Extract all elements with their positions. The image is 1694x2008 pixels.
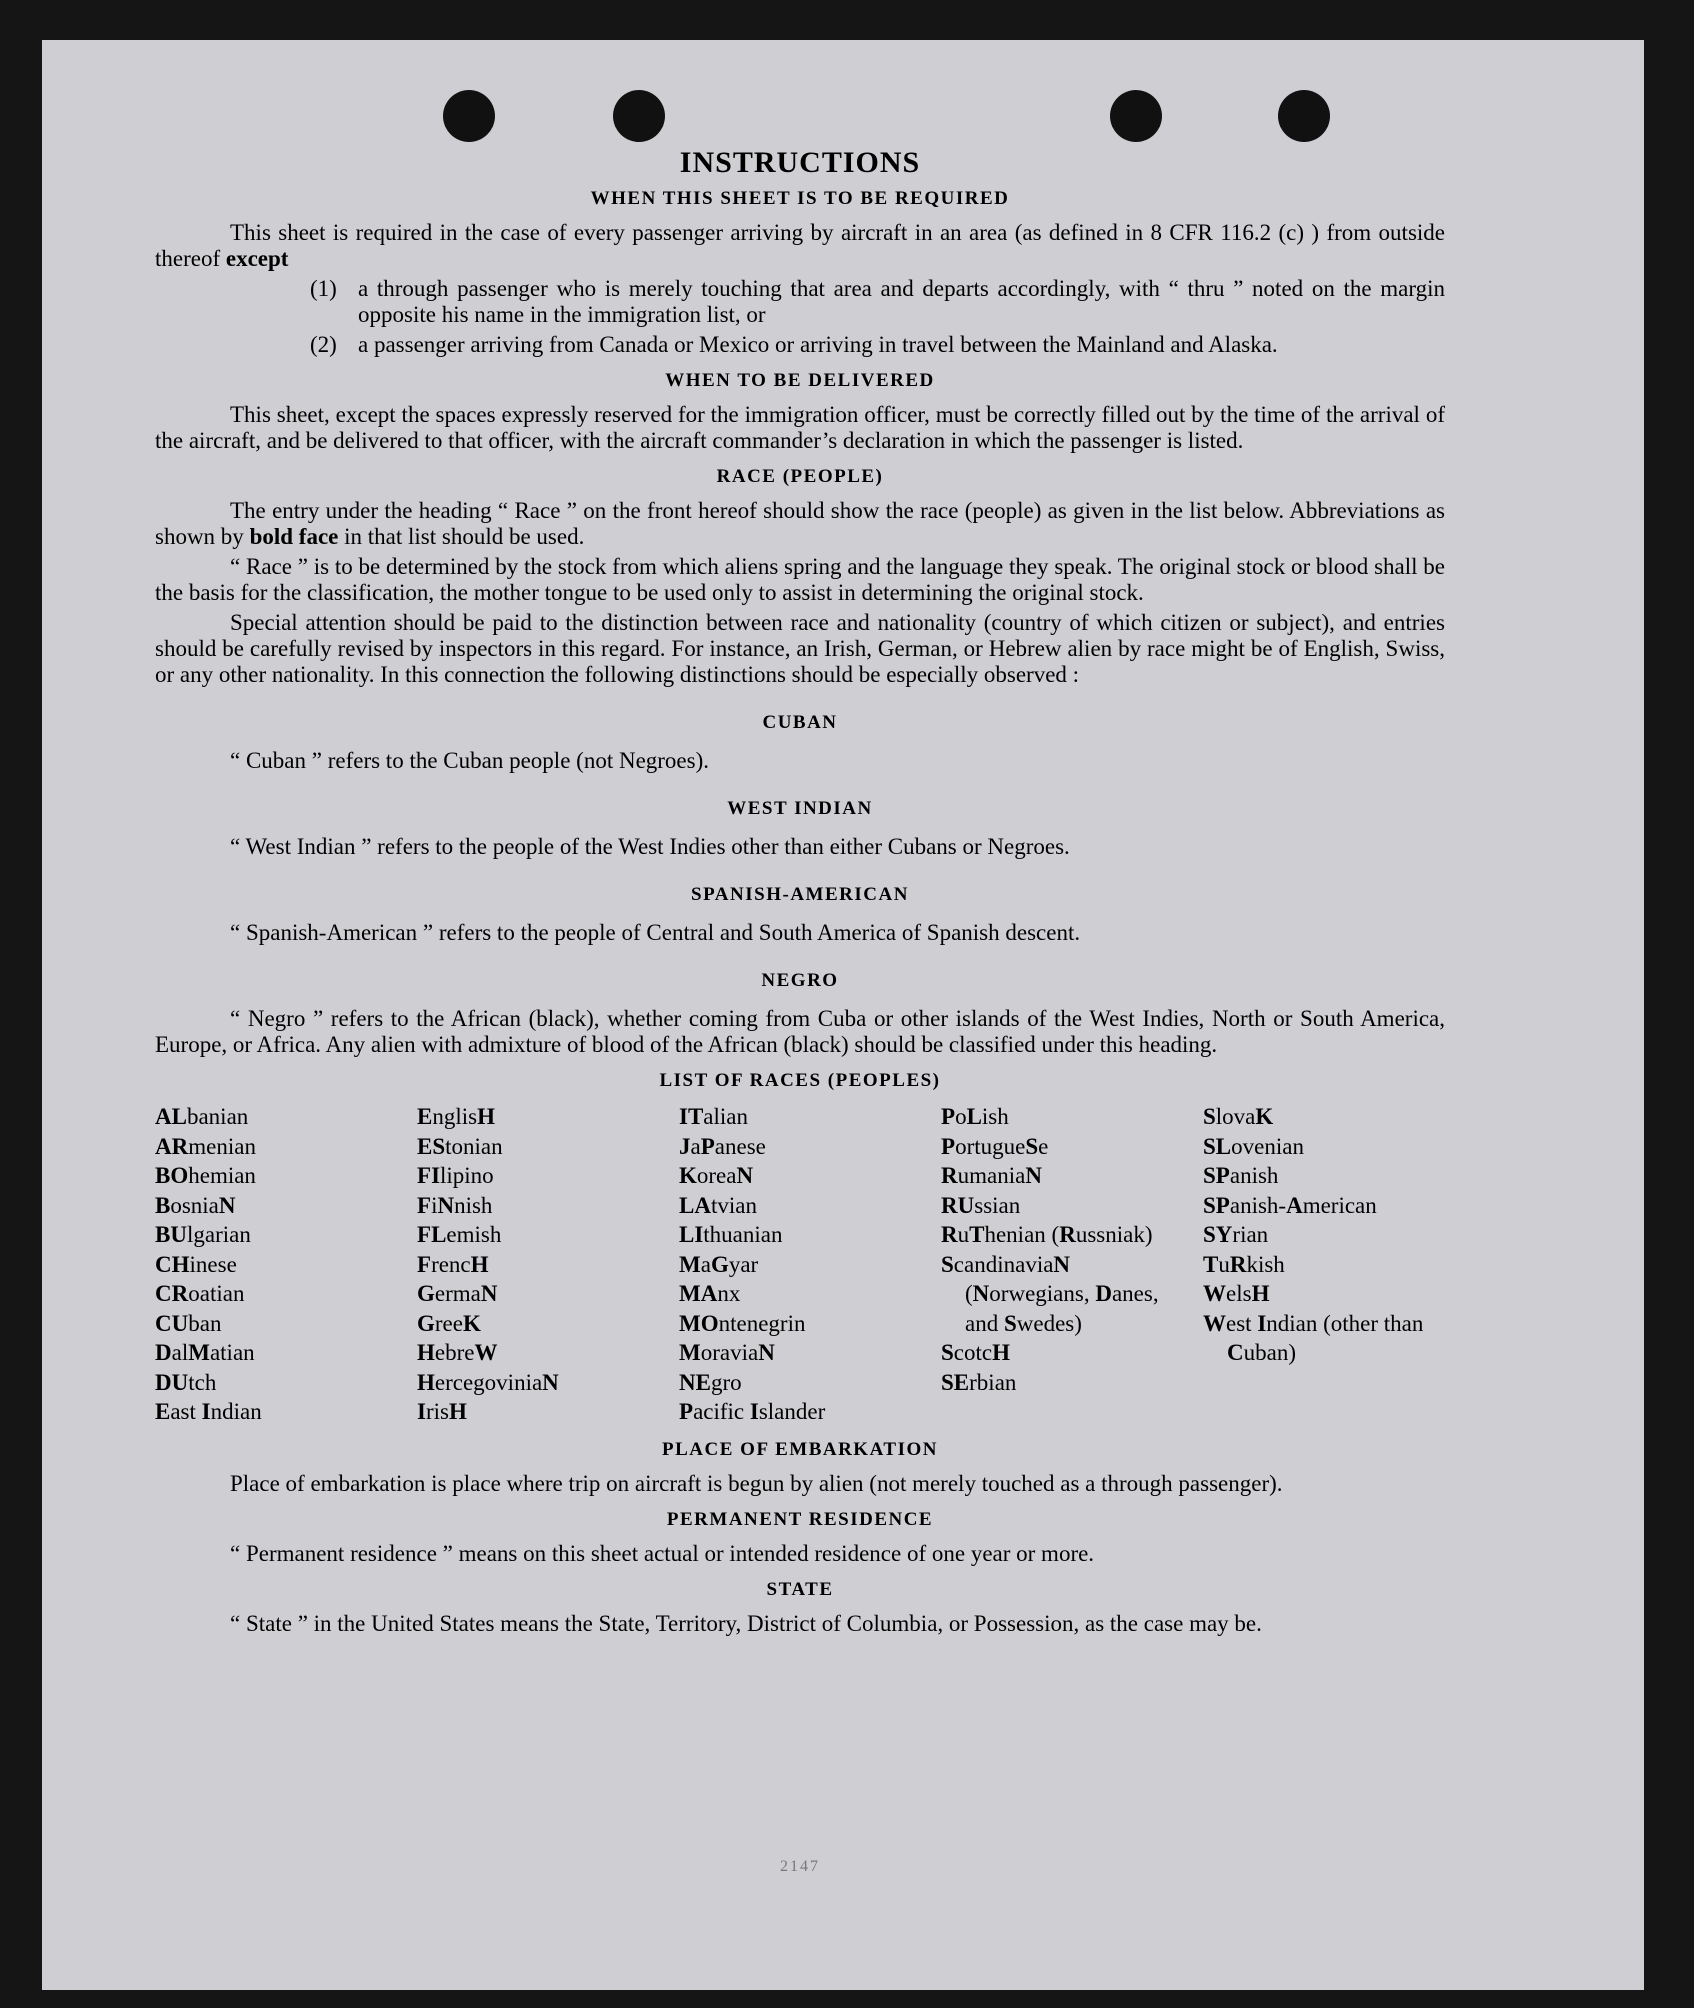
race-entry: MaGyar: [679, 1251, 759, 1277]
negro-text: “ Negro ” refers to the African (black), whether coming from Cuba or other islands of the West Indies, North or South America, Europe, or Africa. Any alien with admixture of blood of the African (black) should be classified under this heading.: [155, 1006, 1445, 1057]
spanish-american-text: “ Spanish-American ” refers to the people of Central and South America of Spanish descent.: [230, 920, 1081, 945]
exception-item: (2) a passenger arriving from Canada or Mexico or arriving in travel between the Mainland and Alaska.: [310, 332, 1278, 357]
section-heading-races-list: LIST OF RACES (PEOPLES): [659, 1070, 941, 1091]
race-entry: ScotcH: [941, 1340, 1010, 1365]
residence-text: “ Permanent residence ” means on this sheet actual or intended residence of one year or more.: [230, 1540, 1095, 1566]
race-entry: PortugueSe: [941, 1133, 1049, 1159]
section-heading-cuban: CUBAN: [762, 712, 838, 733]
delivered-text: This sheet, except the spaces expressly reserved for the immigration officer, must be correctly filled out by the time of the arrival of the aircraft, and be delivered to that officer, with the aircraft commander’s declaration in which the passenger is listed.: [155, 402, 1445, 453]
race-entry: WelsH: [1203, 1281, 1270, 1306]
page-title: INSTRUCTIONS: [679, 146, 921, 179]
race-entry: TuRkish: [1203, 1251, 1285, 1277]
race-entry: CRoatian: [155, 1281, 245, 1306]
race-entry: CHinese: [155, 1251, 237, 1277]
race-entry: GermaN: [417, 1281, 498, 1306]
race-entry: CUban: [155, 1310, 222, 1336]
race-entry: East Indian: [155, 1399, 262, 1424]
race-entry: RUssian: [941, 1192, 1021, 1218]
race-entry: FIlipino: [417, 1163, 494, 1188]
race-entry: HebreW: [417, 1340, 498, 1365]
state-text: “ State ” in the United States means the State, Territory, District of Columbia, or Possession, as the case may be.: [230, 1610, 1262, 1636]
race-entry: SlovaK: [1203, 1104, 1274, 1129]
race-entry: ARmenian: [155, 1133, 256, 1159]
race-entry: MAnx: [679, 1281, 741, 1306]
section-heading-west-indian: WEST INDIAN: [727, 798, 873, 819]
races-column: [941, 1102, 1183, 1427]
race-entry: FrencH: [417, 1251, 489, 1277]
race-entry: ITalian: [679, 1104, 748, 1129]
section-heading-spanish-american: SPANISH-AMERICAN: [691, 884, 909, 905]
section-heading-delivered: WHEN TO BE DELIVERED: [665, 370, 935, 391]
race-entry: HercegoviniaN: [417, 1369, 559, 1395]
race-entry: GreeK: [417, 1310, 481, 1336]
races-column: [679, 1102, 921, 1427]
required-intro: This sheet is required in the case of every passenger arriving by aircraft in an area (as defined in 8 CFR 116.2 (c) ) from outside thereof except: [155, 220, 1445, 271]
races-column: [1203, 1102, 1445, 1427]
race-paragraph: The entry under the heading “ Race ” on the front hereof should show the race (people) as given in the list below. Abbreviations as shown by bold face in that list should be used.: [155, 498, 1445, 549]
race-entry: DalMatian: [155, 1340, 255, 1365]
race-entry: RuThenian (Russniak): [941, 1222, 1153, 1247]
west-indian-text: “ West Indian ” refers to the people of the West Indies other than either Cubans or Negroes.: [230, 834, 1070, 859]
race-entry: SYrian: [1203, 1222, 1269, 1247]
race-entry: EStonian: [417, 1133, 503, 1159]
section-heading-race: RACE (PEOPLE): [716, 466, 884, 487]
race-entry: SLovenian: [1203, 1133, 1304, 1159]
races-column: [417, 1102, 659, 1427]
race-entry: PoLish: [941, 1104, 1009, 1129]
race-entry: DUtch: [155, 1369, 217, 1395]
race-entry: BOhemian: [155, 1163, 256, 1188]
race-entry: MOntenegrin: [679, 1310, 806, 1336]
footer-number: 2147: [780, 1858, 820, 1875]
race-entry: FiNnish: [417, 1192, 493, 1218]
race-entry: ALbanian: [155, 1104, 249, 1129]
cuban-text: “ Cuban ” refers to the Cuban people (not Negroes).: [230, 748, 710, 773]
race-entry: FLemish: [417, 1222, 502, 1247]
race-entry: BUlgarian: [155, 1222, 251, 1247]
exception-item: (1) a through passenger who is merely touching that area and departs accordingly, with “ thru ” noted on the margin opposite his name in the immigration list, or: [310, 276, 1445, 327]
race-paragraph: “ Race ” is to be determined by the stock from which aliens spring and the language they speak. The original stock or blood shall be the basis for the classification, the mother tongue to be used only to assist in determining the original stock.: [155, 554, 1445, 605]
race-entry: JaPanese: [679, 1133, 766, 1159]
section-heading-negro: NEGRO: [761, 970, 839, 991]
section-heading-residence: PERMANENT RESIDENCE: [666, 1508, 934, 1530]
document-content: [155, 110, 1445, 1641]
race-entry: IrisH: [417, 1399, 467, 1424]
race-entry: LIthuanian: [679, 1222, 783, 1247]
race-entry: LAtvian: [679, 1192, 757, 1218]
race-entry: SPanish: [1203, 1163, 1279, 1188]
race-entry: ScandinaviaN (Norwegians, Danes, and Swedes): [941, 1251, 1159, 1336]
race-entry: West Indian (other than Cuban): [1203, 1310, 1424, 1365]
race-paragraph: Special attention should be paid to the distinction between race and nationality (country of which citizen or subject), and entries should be carefully revised by inspectors in this regard. For instance, an Irish, German, or Hebrew alien by race might be of English, Swiss, or any other nationality. In this connection the following distinctions should be especially observed :: [155, 610, 1445, 687]
section-heading-state: STATE: [766, 1578, 834, 1600]
race-entry: EnglisH: [417, 1104, 495, 1129]
section-heading-embarkation: PLACE OF EMBARKATION: [662, 1438, 938, 1460]
section-heading-required: WHEN THIS SHEET IS TO BE REQUIRED: [590, 188, 1010, 209]
race-entry: RumaniaN: [941, 1163, 1042, 1188]
race-entry: NEgro: [679, 1369, 742, 1395]
race-entry: MoraviaN: [679, 1340, 775, 1365]
race-entry: Pacific Islander: [679, 1399, 826, 1424]
race-entry: BosniaN: [155, 1192, 236, 1218]
race-entry: SPanish-American: [1203, 1192, 1377, 1218]
race-entry: SErbian: [941, 1369, 1017, 1395]
race-entry: KoreaN: [679, 1163, 754, 1188]
races-list: [155, 1102, 1445, 1427]
races-column: [155, 1102, 397, 1427]
embarkation-text: Place of embarkation is place where trip on aircraft is begun by alien (not merely touched as a through passenger).: [230, 1470, 1283, 1496]
